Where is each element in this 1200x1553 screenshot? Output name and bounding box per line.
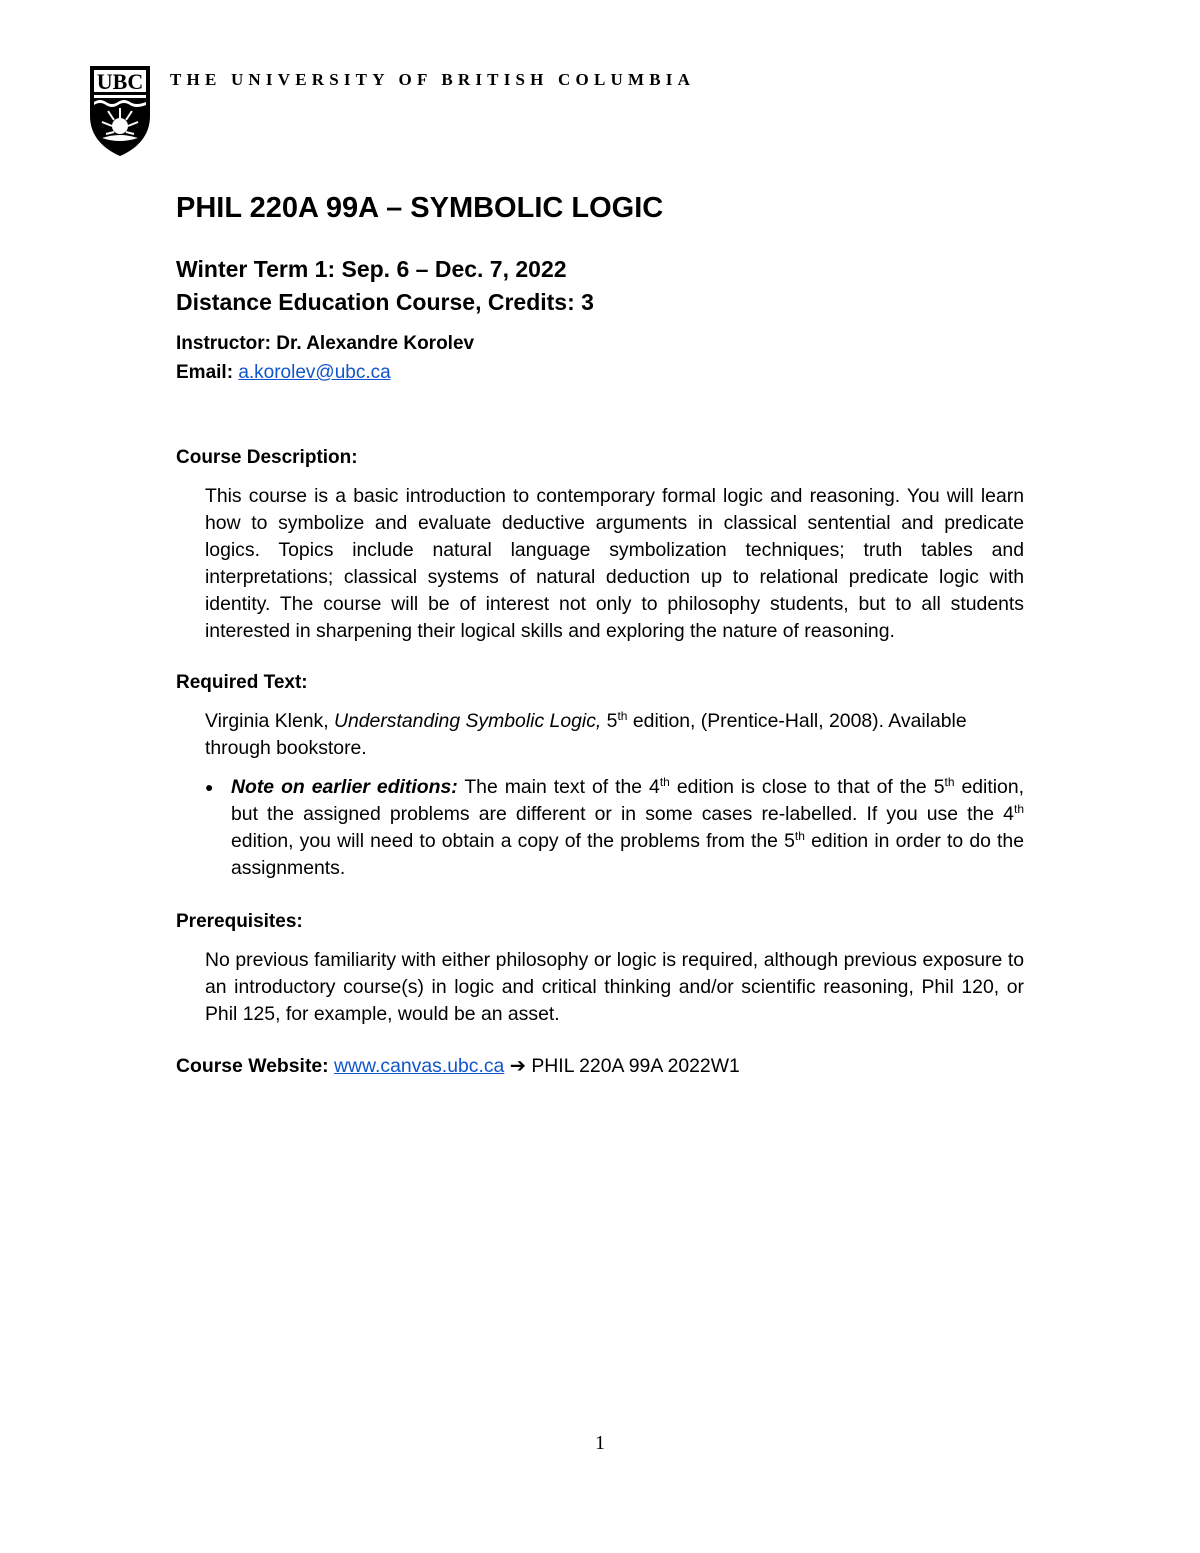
syllabus-content xyxy=(176,190,1024,1081)
arrow-icon: ➔ xyxy=(509,1055,526,1077)
website-label: Course Website: xyxy=(176,1055,329,1077)
editions-note xyxy=(205,774,1024,882)
description-text: This course is a basic introduction to contemporary formal logic and reasoning. You will learn how to symbolize and evaluate deductive arguments in classical sentential and predicate logics. Topics include natural language symbolization techniques; truth tables and interpretations; classical systems of natural deduction up to relational predicate logic with identity. The course will be of interest not only to philosophy students, but to all students interested in sharpening their logical skills and exploring the nature of reasoning. xyxy=(205,485,1024,642)
email-line xyxy=(176,358,1024,387)
crest-text: UBC xyxy=(96,69,144,94)
required-text-citation xyxy=(205,708,1024,762)
page-number: 1 xyxy=(595,1432,605,1454)
editions-note-label: Note on earlier editions: xyxy=(231,776,458,798)
ubc-crest-logo xyxy=(88,64,152,158)
email-label: Email: xyxy=(176,362,234,383)
prerequisites-text: No previous familiarity with either philosophy or logic is required, although previous exposure to an introductory course(s) in logic and critical thinking and/or scientific reasoning, Phil 120, or Phil 125, for example, would be an asset. xyxy=(205,949,1024,1025)
book-edition-number: 5 xyxy=(601,710,618,732)
prerequisites-heading: Prerequisites: xyxy=(176,911,303,932)
editions-note-text: Note on earlier editions: The main text of the 4th edition is close to that of the 5th edition, but the assigned problems are different or in some cases re-labelled. If you use the 4th edition, you will need to obtain a copy of the problems from the 5th edition in order to do the assignments. xyxy=(231,775,1025,879)
book-title: Understanding Symbolic Logic, xyxy=(333,710,602,732)
canvas-link[interactable]: www.canvas.ubc.ca xyxy=(334,1055,505,1077)
book-author: Virginia Klenk, xyxy=(205,710,334,732)
description-heading: Course Description: xyxy=(176,447,358,468)
course-delivery: Distance Education Course, Credits: 3 xyxy=(176,289,594,315)
book-edition-suffix: th xyxy=(617,709,628,723)
canvas-course-code: PHIL 220A 99A 2022W1 xyxy=(531,1055,740,1077)
required-text-heading: Required Text: xyxy=(176,672,308,693)
bullet-dot-icon: ● xyxy=(205,779,214,795)
email-link[interactable]: a.korolev@ubc.ca xyxy=(238,362,391,383)
instructor-line: Instructor: Dr. Alexandre Korolev xyxy=(176,333,475,354)
course-website-line xyxy=(176,1052,1024,1081)
course-title: PHIL 220A 99A – SYMBOLIC LOGIC xyxy=(176,192,664,224)
course-term: Winter Term 1: Sep. 6 – Dec. 7, 2022 xyxy=(176,256,567,282)
ubc-header xyxy=(88,64,728,160)
university-name: THE UNIVERSITY OF BRITISH COLUMBIA xyxy=(170,70,696,89)
book-publisher: edition, (Prentice-Hall, 2008). Available through bookstore. xyxy=(205,710,967,759)
